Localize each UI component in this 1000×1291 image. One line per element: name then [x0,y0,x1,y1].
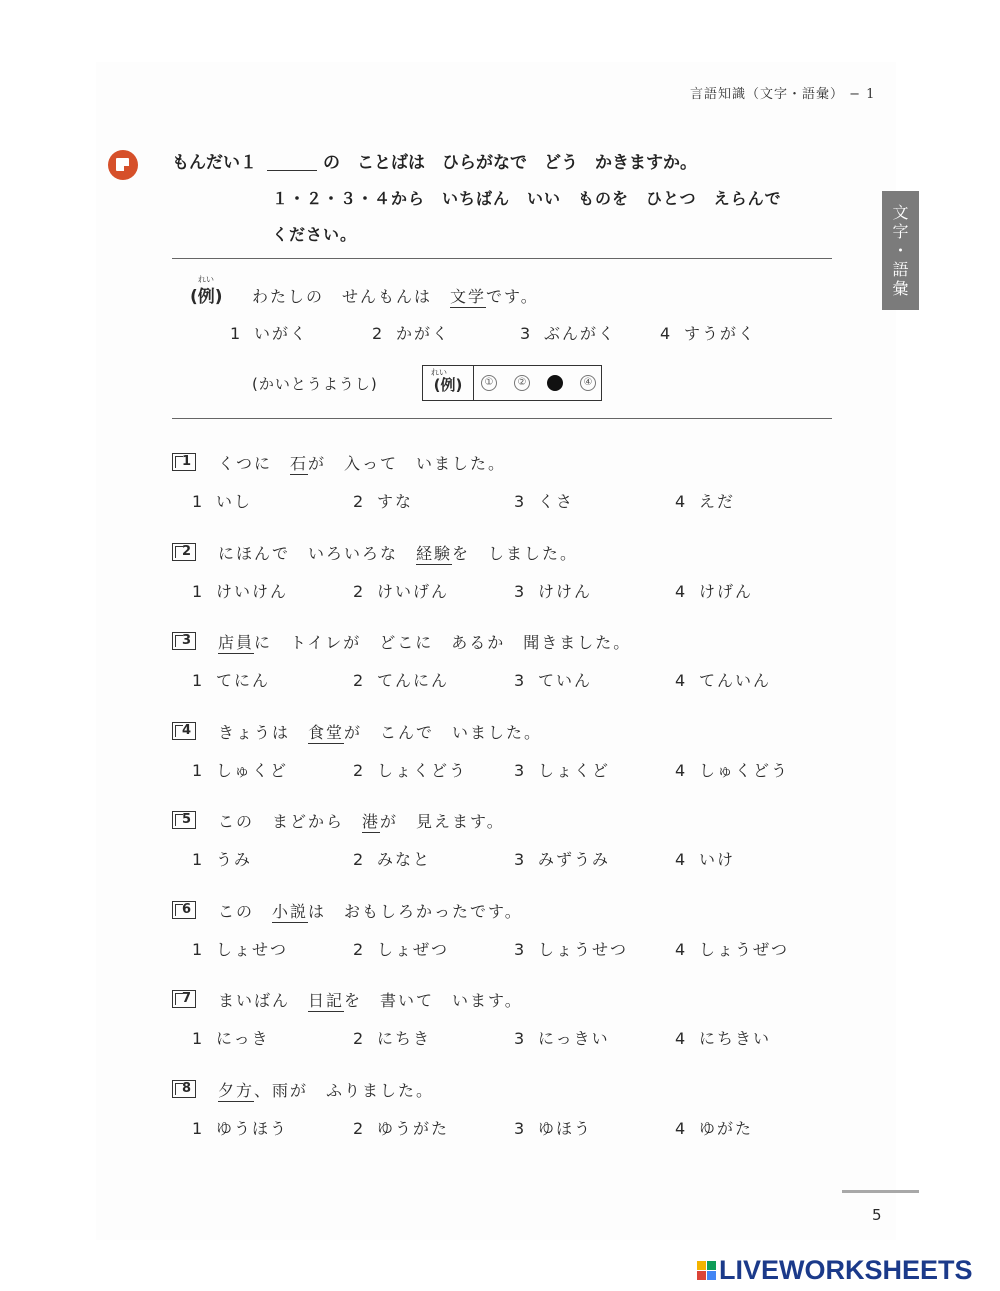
question-post: 、雨が ふりました。 [254,1080,435,1100]
question-word: 夕方 [218,1080,255,1100]
question-post: に トイレが どこに あるか 聞きました。 [254,633,632,652]
question-post: は おもしろかったです。 [308,901,523,921]
question-post: が こんで いました。 [344,722,543,742]
mondai-instruction: の ことばは ひらがなで どう かきますか。 [323,153,697,173]
answer-option[interactable]: 2 しょくどう [353,760,468,780]
side-tab-char: ・ [892,241,909,260]
answer-option[interactable]: 3 けけん [514,581,593,601]
question-sentence [218,809,505,832]
side-tab [882,191,919,310]
page-number: 5 [872,1206,882,1224]
document-icon [108,150,138,180]
answer-box-label: れい (例) [423,366,474,400]
answer-option[interactable]: 1 うみ [192,850,253,869]
question-sentence [218,451,506,474]
example-sentence [252,284,539,307]
mondai-label: もんだい１ [172,153,257,173]
answer-option[interactable]: 3 みずうみ [514,850,611,869]
answer-option[interactable]: 3 ゆほう [514,1118,593,1138]
answer-option[interactable]: 1 にっき [192,1029,270,1048]
question-pre: にほんで いろいろな [218,543,417,563]
answer-option[interactable]: 4 けげん [675,581,754,601]
question-word: 港 [362,812,381,831]
question-word: 日記 [308,991,345,1010]
instruction-line-3: ください。 [272,225,358,244]
answer-sheet-box [422,365,602,401]
footer-line [842,1190,919,1193]
liveworksheets-logo [697,1255,973,1285]
answer-option[interactable]: 1 けいけん [192,581,289,601]
answer-option[interactable]: 1 ゆうほう [192,1118,289,1138]
question-sentence [218,630,631,653]
side-tab-char: 字 [892,222,909,241]
answer-option[interactable]: 3 にっきい [514,1029,610,1048]
mondai-blank [267,156,317,171]
question-post: を 書いて います。 [344,991,523,1010]
answer-option[interactable]: 2 しょぜつ [353,939,450,959]
question-post: が 入って いました。 [308,454,507,473]
question-sentence [218,988,523,1011]
question-number: 4 [172,722,196,740]
example-option: 2 かがく [372,324,451,343]
question-sentence [218,1078,434,1101]
question-sentence [218,720,542,743]
mondai-title [172,148,697,173]
question-sentence [218,899,523,922]
question-pre: まいばん [218,991,309,1010]
answer-circle: ① [481,375,497,391]
answer-circle: ④ [580,375,596,391]
answer-option[interactable]: 2 けいげん [353,581,450,601]
question-number: 8 [172,1080,196,1098]
example-ruby: れい [198,275,214,284]
answer-option[interactable]: 2 みなと [353,850,432,869]
question-word: 石 [290,454,309,473]
answer-circle-filled [547,375,563,391]
answer-option[interactable]: 3 ていん [514,671,593,690]
example-label: (例) [190,287,223,307]
question-number: 3 [172,632,196,650]
answer-option[interactable]: 4 しゅくどう [675,760,790,780]
answer-option[interactable]: 4 いけ [675,850,736,869]
answer-option[interactable]: 4 ゆがた [675,1118,754,1138]
instruction-line-2: １・２・３・４から いちばん いい ものを ひとつ えらんで [272,189,782,208]
question-pre: この まどから [218,812,363,831]
answer-sheet-label: (かいとうようし) [252,375,378,393]
divider-top [172,258,832,259]
answer-option[interactable]: 3 くさ [514,492,575,511]
example-option: 4 すうがく [660,324,757,343]
question-post: を しました。 [452,543,579,563]
question-pre: くつに [218,454,291,473]
answer-option[interactable]: 1 しょせつ [192,939,289,959]
answer-option[interactable]: 2 てんにん [353,671,450,690]
divider-middle [172,418,832,419]
question-number: 7 [172,990,196,1008]
question-number: 6 [172,901,196,919]
example-option: 1 いがく [230,324,309,343]
question-word: 小説 [272,901,309,921]
question-number: 1 [172,453,196,471]
answer-option[interactable]: 4 えだ [675,492,736,511]
answer-option[interactable]: 2 すな [353,492,414,511]
answer-option[interactable]: 4 にちきい [675,1029,772,1048]
question-word: 経験 [416,543,453,563]
answer-option[interactable]: 3 しょうせつ [514,939,629,959]
question-word: 食堂 [308,722,345,742]
answer-option[interactable]: 2 にちき [353,1029,432,1048]
logo-text: LIVEWORKSHEETS [719,1254,973,1285]
answer-option[interactable]: 3 しょくど [514,760,611,780]
answer-option[interactable]: 4 てんいん [675,671,772,690]
question-word: 店員 [218,633,255,652]
side-tab-char: 語 [892,260,909,279]
example-pre: わたしの せんもんは [252,287,451,306]
answer-option[interactable]: 1 いし [192,492,253,511]
answer-option[interactable]: 1 てにん [192,671,271,690]
example-word: 文学 [450,287,487,306]
question-pre: きょうは [218,722,309,742]
side-tab-char: 文 [892,203,909,222]
page-header: 言語知識（文字・語彙） − 1 [690,87,876,102]
answer-option[interactable]: 4 しょうぜつ [675,939,790,959]
question-post: が 見えます。 [380,812,505,831]
side-tab-char: 彙 [892,279,909,298]
question-pre: この [218,901,273,921]
answer-option[interactable]: 1 しゅくど [192,760,289,780]
answer-circle: ② [514,375,530,391]
example-option: 3 ぶんがく [520,324,617,343]
logo-blocks-icon [697,1261,716,1280]
question-number: 5 [172,811,196,829]
question-number: 2 [172,543,196,561]
question-sentence [218,541,578,564]
example-post: です。 [486,287,539,306]
answer-option[interactable]: 2 ゆうがた [353,1118,450,1138]
